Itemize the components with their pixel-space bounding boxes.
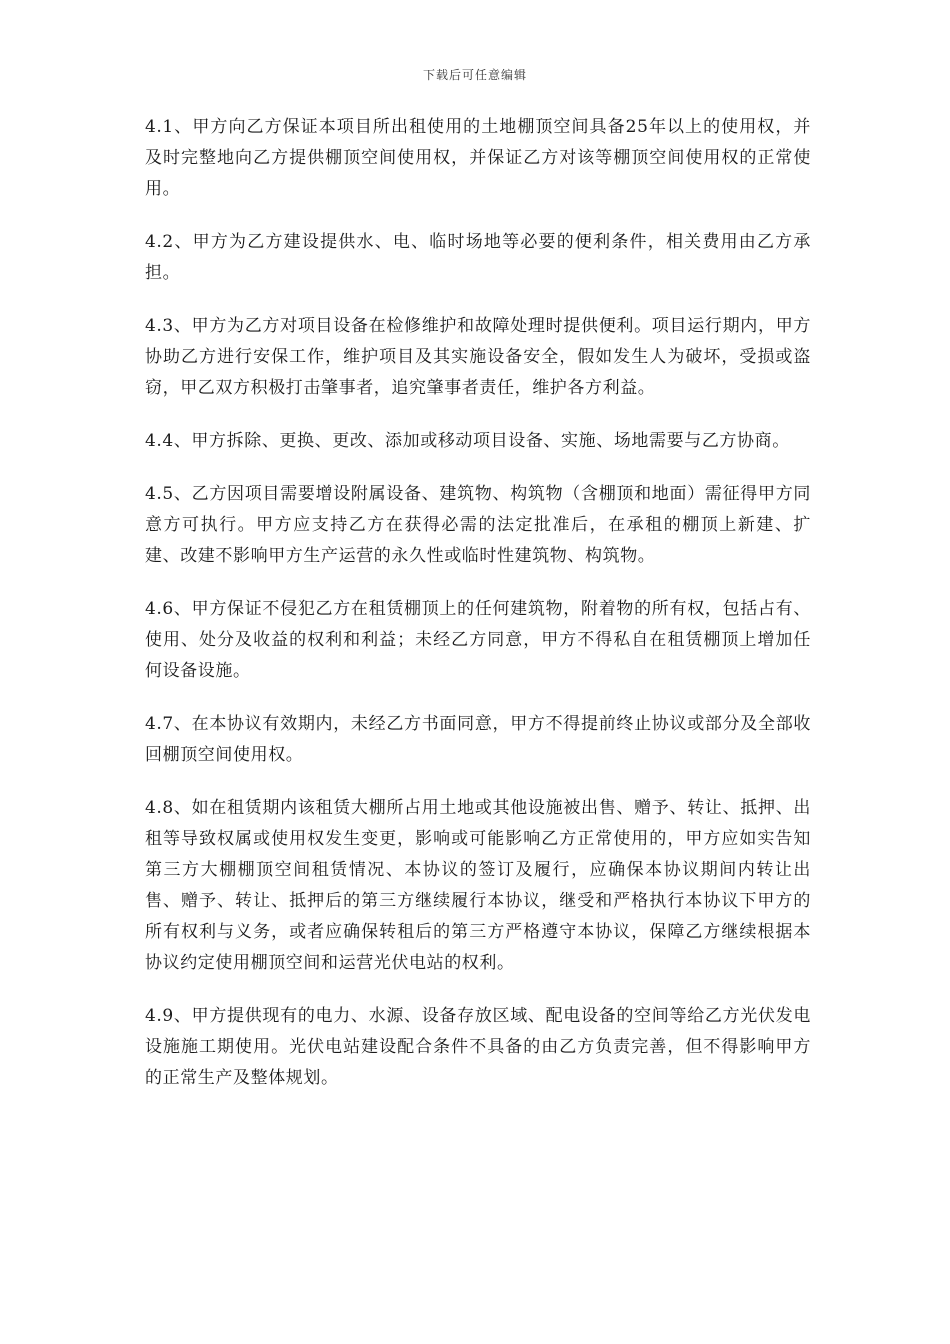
clause-4-7: 4.7、在本协议有效期内，未经乙方书面同意，甲方不得提前终止协议或部分及全部收回棚顶空间使用权。: [145, 714, 811, 765]
clause-4-1: 4.1、甲方向乙方保证本项目所出租使用的土地棚顶空间具备25年以上的使用权，并及时完整地向乙方提供棚顶空间使用权，并保证乙方对该等棚顶空间使用权的正常使用。: [145, 117, 811, 199]
clause-4-2: 4.2、甲方为乙方建设提供水、电、临时场地等必要的便利条件，相关费用由乙方承担。: [145, 232, 811, 283]
document-body: [145, 112, 811, 1116]
clause-4-6: 4.6、甲方保证不侵犯乙方在租赁棚顶上的任何建筑物，附着物的所有权，包括占有、使用、处分及收益的权利和利益；未经乙方同意，甲方不得私自在租赁棚顶上增加任何设备设施。: [145, 599, 811, 681]
clause-4-4: 4.4、甲方拆除、更换、更改、添加或移动项目设备、实施、场地需要与乙方协商。: [145, 431, 790, 451]
clause-4-9: 4.9、甲方提供现有的电力、水源、设备存放区域、配电设备的空间等给乙方光伏发电设施施工期使用。光伏电站建设配合条件不具备的由乙方负责完善，但不得影响甲方的正常生产及整体规划。: [145, 1006, 811, 1088]
clause-4-8: 4.8、如在租赁期内该租赁大棚所占用土地或其他设施被出售、赠予、转让、抵押、出租等导致权属或使用权发生变更，影响或可能影响乙方正常使用的，甲方应如实告知第三方大棚棚顶空间租赁情况、本协议的签订及履行，应确保本协议期间内转让出售、赠予、转让、抵押后的第三方继续履行本协议，继受和严格执行本协议下甲方的所有权利与义务，或者应确保转租后的第三方严格遵守本协议，保障乙方继续根据本协议约定使用棚顶空间和运营光伏电站的权利。: [145, 798, 811, 973]
clause-4-5: 4.5、乙方因项目需要增设附属设备、建筑物、构筑物（含棚顶和地面）需征得甲方同意方可执行。甲方应支持乙方在获得必需的法定批准后，在承租的棚顶上新建、扩建、改建不影响甲方生产运营的永久性或临时性建筑物、构筑物。: [145, 484, 811, 566]
clause-4-3: 4.3、甲方为乙方对项目设备在检修维护和故障处理时提供便利。项目运行期内，甲方协助乙方进行安保工作，维护项目及其实施设备安全，假如发生人为破坏，受损或盗窃，甲乙双方积极打击肇事者，追究肇事者责任，维护各方利益。: [145, 316, 811, 398]
header-note: 下载后可任意编辑: [422, 68, 527, 82]
